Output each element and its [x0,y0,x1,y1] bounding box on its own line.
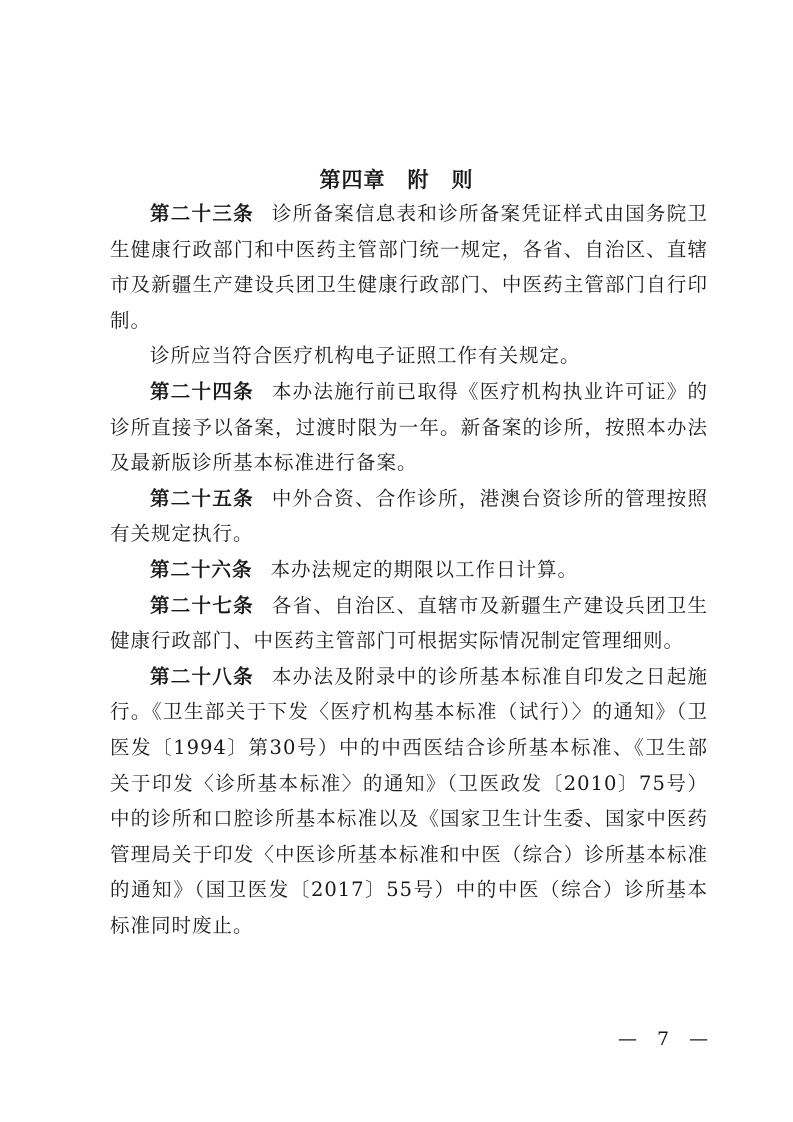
article-label: 第二十五条 [150,486,254,510]
article-28 [110,659,708,944]
article-text: 本办法施行前已取得《医疗机构执业许可证》的诊所直接予以备案，过渡时限为一年。新备案的诊所，按照本办法及最新版诊所基本标准进行备案。 [110,379,708,475]
chapter-title: 第四章 附 则 [319,168,474,192]
article-text: 本办法规定的期限以工作日计算。 [270,557,579,581]
article-label: 第二十三条 [150,202,254,225]
article-text: 中外合资、合作诊所，港澳台资诊所的管理按照有关规定执行。 [110,486,708,546]
article-23 [110,196,708,338]
article-23-paragraph-2 [110,338,708,374]
article-26 [110,552,708,588]
article-label: 第二十七条 [150,593,254,617]
article-24 [110,374,708,481]
article-label: 第二十八条 [150,664,254,688]
document-body [110,196,708,943]
article-text: 诊所应当符合医疗机构电子证照工作有关规定。 [150,344,581,368]
article-text: 诊所备案信息表和诊所备案凭证样式由国务院卫生健康行政部门和中医药主管部门统一规定，各省、自治区、直辖市及新疆生产建设兵团卫生健康行政部门、中医药主管部门自行印制。 [110,202,708,332]
article-text: 本办法及附录中的诊所基本标准自印发之日起施行。《卫生部关于下发〈医疗机构基本标准（试行）〉的通知》（卫医发〔1994〕第30号）中的中西医结合诊所基本标准、《卫生部关于印发〈诊所基本标准〉的通知》（卫医政发〔2010〕75号）中的诊所和口腔诊所基本标准以及《国家卫生计生委、国家中医药管理局关于印发〈中医诊所基本标准和中医（综合）诊所基本标准的通知》（国卫医发〔2017〕55号）中的中医（综合）诊所基本标准同时废止。 [110,664,708,937]
article-label: 第二十四条 [150,379,254,403]
article-text: 各省、自治区、直辖市及新疆生产建设兵团卫生健康行政部门、中医药主管部门可根据实际情况制定管理细则。 [110,593,708,653]
page-number: — 7 — [618,1028,711,1050]
article-27 [110,588,708,659]
article-25 [110,481,708,552]
article-label: 第二十六条 [150,557,253,581]
